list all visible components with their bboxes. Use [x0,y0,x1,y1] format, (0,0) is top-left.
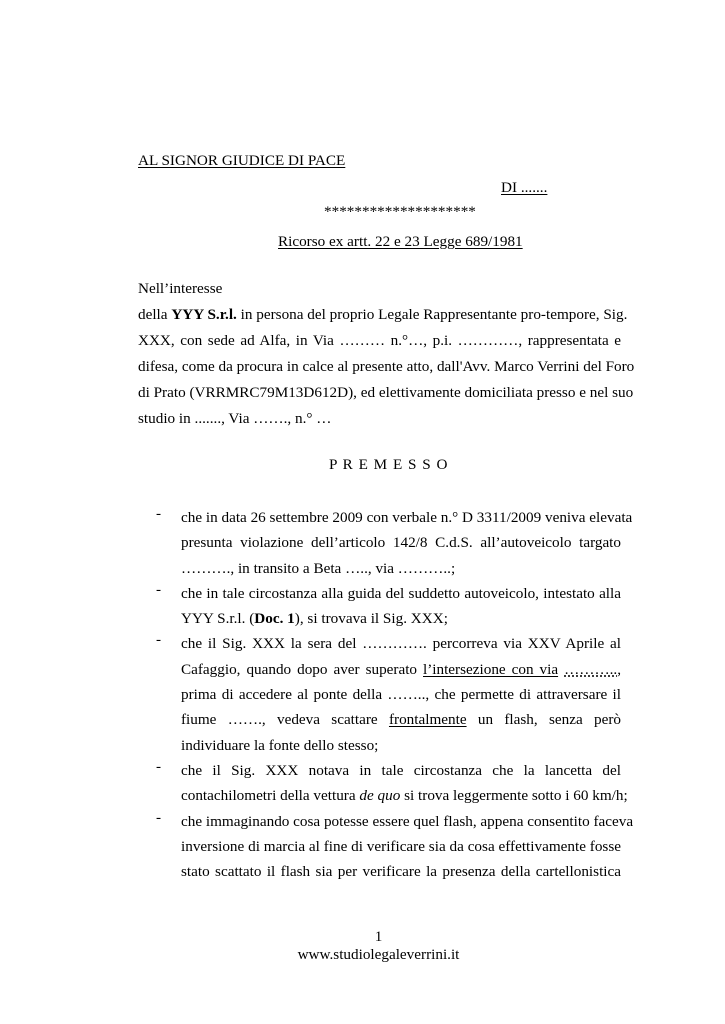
list-item [156,581,621,632]
bullet-dash: - [156,505,162,522]
intro-line: di Prato (VRRMRC79M13D612D), ed elettivamente domiciliata presso e nel suo [138,384,634,401]
intro-line: studio in ......., Via ……., n.° … [138,410,332,427]
intro-line: Nell’interesse [138,280,223,297]
list-line: ………., in transito a Beta ….., via ………..; [181,559,456,577]
list-line: stato scattato il flash sia per verificare la presenza della cartellonistica [181,863,621,881]
bullet-dash: - [156,757,162,775]
bullet-dash: - [156,808,162,826]
company-name: YYY S.r.l. [171,306,237,323]
list-item [156,631,621,757]
bullet-dash: - [156,631,162,649]
underlined-text: l’intersezione con via [423,660,559,678]
list-item [156,757,628,809]
footer-website: www.studiolegaleverrini.it [297,946,460,963]
addressee: AL SIGNOR GIUDICE DI PACE [138,152,346,169]
list-line: fiume ……., vedeva scattare frontalmente un flash, senza però [181,711,621,729]
list-line: prima di accedere al ponte della …….., che permette di attraversare il [181,686,621,704]
list-line: che il Sig. XXX la sera del …………. percorreva via XXV Aprile al [181,635,621,653]
list-item [156,808,634,885]
list-line: inversione di marcia al fine di verificare sia da cosa effettivamente fosse [181,837,621,855]
list-line: che in tale circostanza alla guida del suddetto autoveicolo, intestato alla [181,584,621,602]
list-line: Cafaggio, quando dopo aver superato l’intersezione con via ……….., [181,660,622,678]
intro-paragraph [138,276,635,432]
separator-stars: ******************** [324,203,476,220]
premises-list [156,505,634,884]
document-title: Ricorso ex artt. 22 e 23 Legge 689/1981 [278,233,523,250]
italic-term: de quo [359,787,401,805]
bullet-dash: - [156,580,162,598]
list-line: che in data 26 settembre 2009 con verbale n.° D 3311/2009 veniva elevata [181,509,633,526]
underlined-text: ……….. [564,660,618,678]
list-line: contachilometri della vettura de quo si trova leggermente sotto i 60 km/h; [181,787,628,805]
list-line: individuare la fonte dello stesso; [181,736,379,754]
list-line: che immaginando cosa potesse essere quel flash, appena consentito faceva [181,812,634,830]
list-line: che il Sig. XXX notava in tale circostanza che la lancetta del [181,761,621,779]
intro-line: XXX, con sede ad Alfa, in Via ……… n.°…, p.i. …………, rappresentata e [138,332,621,349]
page-number: 1 [374,928,383,945]
list-item [156,505,633,581]
section-heading: P R E M E S S O [329,456,449,473]
court-location: DI ....... [501,179,548,196]
doc-reference: Doc. 1 [254,610,295,628]
intro-line: difesa, come da procura in calce al presente atto, dall'Avv. Marco Verrini del Foro [138,358,635,375]
intro-line: della YYY S.r.l. in persona del proprio Legale Rappresentante pro-tempore, Sig. [138,306,628,323]
list-line: YYY S.r.l. (Doc. 1), si trovava il Sig. XXX; [181,610,448,628]
underlined-text: frontalmente [388,711,467,729]
list-line: presunta violazione dell’articolo 142/8 C.d.S. all’autoveicolo targato [181,534,621,552]
